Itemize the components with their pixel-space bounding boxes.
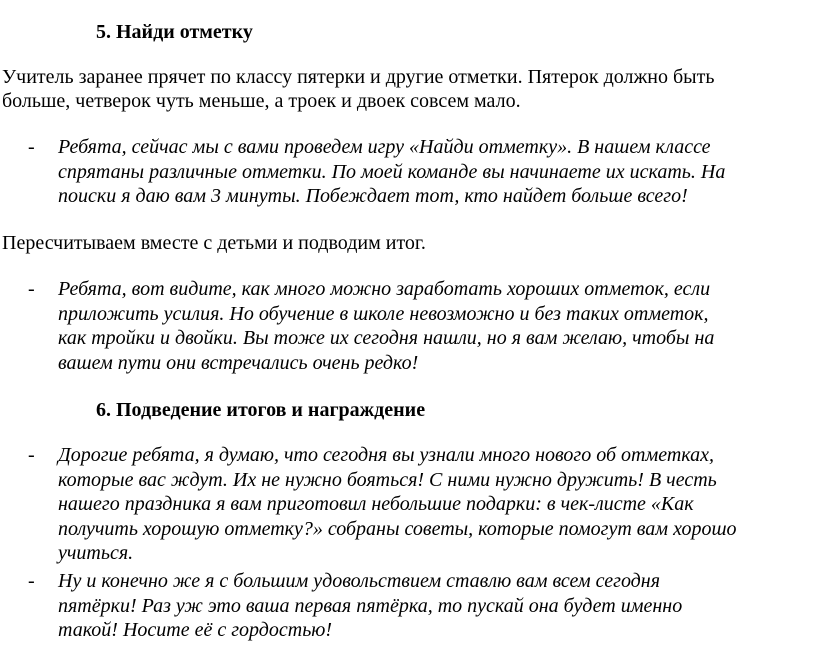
speech-text [58,135,814,209]
speech-text [58,569,814,643]
speech-text [58,443,814,566]
list-dash: - [28,444,35,466]
speech-line: пятёрки! Раз уж это ваша первая пятёрка, то пускай она будет именно [58,594,683,617]
speech-line: Ну и конечно же я с большим удовольствием ставлю вам всем сегодня [58,570,661,592]
list-dash: - [28,278,35,300]
speech-line: Ребята, вот видите, как много можно заработать хороших отметок, если [58,278,711,300]
intro-line: Учитель заранее прячет по классу пятерки и другие отметки. Пятерок должно быть [2,66,715,88]
list-dash: - [28,570,35,592]
speech-line: Ребята, сейчас мы с вами проведем игру «Найди отметку». В нашем классе [58,136,711,158]
speech-line: поиски я даю вам 3 минуты. Побеждает тот, кто найдет больше всего! [58,185,688,207]
section-6-title: 6. Подведение итогов и награждение [96,399,426,421]
summary-line: Пересчитываем вместе с детьми и подводим итог. [2,232,426,254]
speech-line: учиться. [58,542,134,564]
section-5-intro [2,65,810,113]
speech-line: Дорогие ребята, я думаю, что сегодня вы узнали много нового об отметках, [58,444,715,466]
speech-line: такой! Носите её с гордостью! [58,619,333,641]
speech-line: спрятаны различные отметки. По моей команде вы начинаете их искать. На [58,160,726,183]
intro-line: больше, четверок чуть меньше, а троек и двоек совсем мало. [2,90,521,112]
speech-text [58,277,814,375]
summary-paragraph [2,231,810,255]
list-dash: - [28,136,35,158]
speech-line: как тройки и двойки. Вы тоже их сегодня нашли, но я вам желаю, чтобы на [58,327,715,349]
speech-line: вашем пути они встречались очень редко! [58,351,419,374]
speech-line: получить хорошую отметку?» собраны советы, которые помогут вам хорошо [58,517,737,540]
section-5-title: 5. Найди отметку [96,21,253,43]
speech-line: нашего праздника я вам приготовил небольшие подарки: в чек-листе «Как [58,493,694,515]
speech-line: которые вас ждут. Их не нужно бояться! С ними нужно дружить! В честь [58,468,717,491]
speech-line: приложить усилия. Но обучение в школе невозможно и без таких отметок, [58,302,709,325]
